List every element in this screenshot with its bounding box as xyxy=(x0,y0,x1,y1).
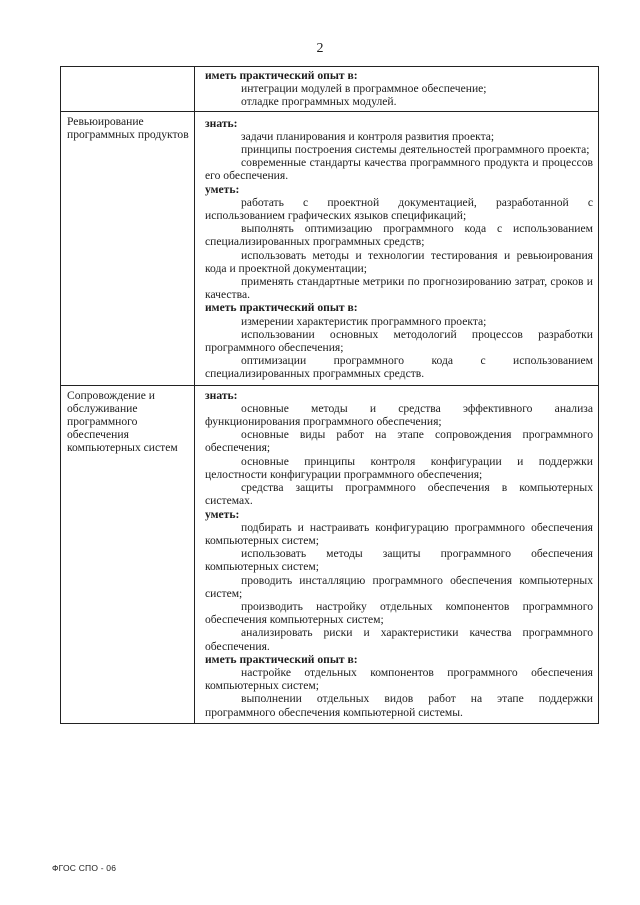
list-item: основные методы и средства эффективного анализа функционирования программного обеспечения; xyxy=(205,401,593,429)
list-item: настройке отдельных компонентов программного обеспечения компьютерных систем; xyxy=(205,665,593,693)
section-header: иметь практический опыт в: xyxy=(205,652,358,666)
page-number: 2 xyxy=(316,41,324,56)
section-header: уметь: xyxy=(205,182,240,196)
list-item: основные виды работ на этапе сопровождения программного обеспечения; xyxy=(205,428,593,455)
list-item: интеграции модулей в программное обеспечение; xyxy=(241,82,487,96)
list-item: использовании основных методологий процессов разработки программного обеспечения; xyxy=(205,327,593,355)
table-row xyxy=(61,385,599,723)
list-item: средства защиты программного обеспечения в компьютерных системах. xyxy=(205,481,593,508)
list-item: современные стандарты качества программного продукта и процессов его обеспечения. xyxy=(205,156,593,183)
requirements-cell xyxy=(195,111,599,385)
list-item: задачи планирования и контроля развития проекта; xyxy=(241,129,495,143)
requirements-cell xyxy=(195,385,599,723)
list-item: проводить инсталляцию программного обеспечения компьютерных систем; xyxy=(205,573,593,600)
topic-cell: Ревьюирование программных продуктов xyxy=(61,111,195,385)
list-item: применять стандартные метрики по прогнозированию затрат, сроков и качества. xyxy=(205,275,593,302)
section-header: иметь практический опыт в: xyxy=(205,69,358,82)
list-item: основные принципы контроля конфигурации и поддержки целостности конфигурации программного обеспечения; xyxy=(205,454,593,481)
list-item: принципы построения системы деятельностей программного проекта; xyxy=(241,143,590,157)
list-item: работать с проектной документацией, разработанной с использованием графических языков спецификаций; xyxy=(205,195,593,223)
list-item: измерении характеристик программного проекта; xyxy=(241,314,487,328)
list-item: выполнять оптимизацию программного кода с использованием специализированных программных средств; xyxy=(205,222,593,249)
requirements-cell xyxy=(195,67,599,112)
list-item: оптимизации программного кода с использованием специализированных программных средств. xyxy=(205,354,593,381)
list-item: производить настройку отдельных компонентов программного обеспечения компьютерных систем; xyxy=(205,599,593,627)
list-item: анализировать риски и характеристики качества программного обеспечения. xyxy=(205,626,593,653)
section-header: иметь практический опыт в: xyxy=(205,301,358,315)
list-item: выполнении отдельных видов работ на этапе поддержки программного обеспечения компьютерной системы. xyxy=(205,692,593,719)
section-header: знать: xyxy=(205,388,238,402)
list-item: отладке программных модулей. xyxy=(241,95,397,109)
competency-table xyxy=(60,66,599,724)
footer-label: ФГОС СПО - 06 xyxy=(52,863,117,873)
topic-cell xyxy=(61,67,195,112)
section-header: уметь: xyxy=(205,507,240,521)
table-row xyxy=(61,111,599,385)
section-header: знать: xyxy=(205,116,238,130)
list-item: подбирать и настраивать конфигурацию программного обеспечения компьютерных систем; xyxy=(205,520,593,547)
topic-cell: Сопровождение и обслуживание программного обеспечения компьютерных систем xyxy=(61,385,195,723)
table-row xyxy=(61,67,599,112)
list-item: использовать методы и технологии тестирования и ревьюирования кода и проектной документации; xyxy=(205,248,593,275)
list-item: использовать методы защиты программного обеспечения компьютерных систем; xyxy=(205,547,593,574)
